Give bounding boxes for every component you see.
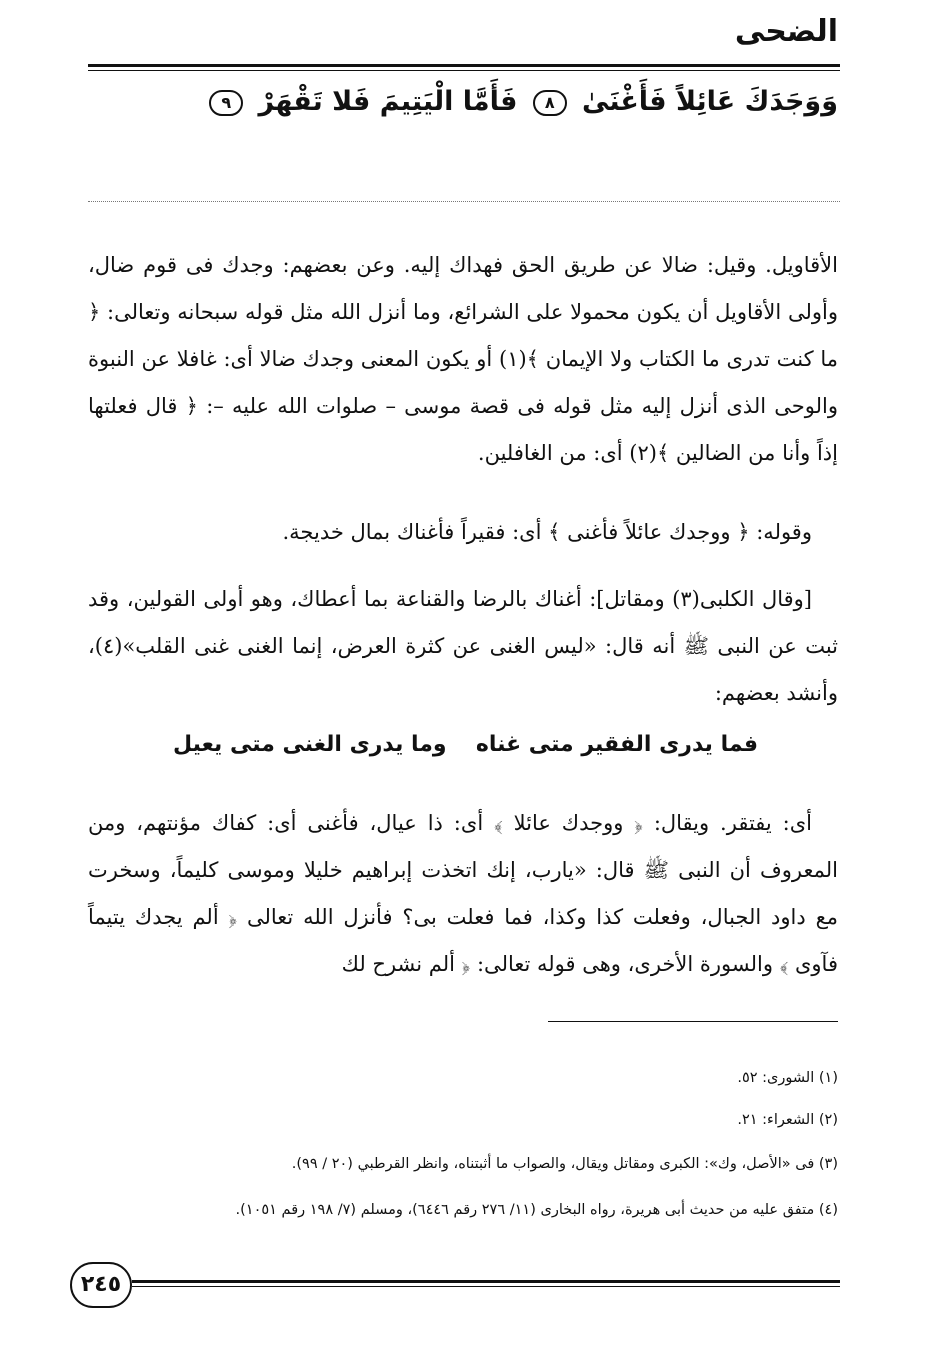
paragraph-1: الأقاويل. وقيل: ضالا عن طريق الحق فهداك إليه. وعن بعضهم: وجدك فى قوم ضال، وأولى الأقاويل أن يكون محمولا على الشرائع، وما أنزل الله مثل قوله سبحانه وتعالى: ﴿ ما كنت تدرى ما الكتاب ولا الإيمان ﴾(١) أو يكون المعنى وجدك ضالا أى: غافلا عن النبوة والوحى الذى أنزل إليه مثل قوله فى قصة موسى – صلوات الله عليه –: ﴿ قال فعلتها إذاً وأنا من الضالين ﴾(٢) أى: من الغافلين. xyxy=(88,253,838,465)
quran-verse-line xyxy=(78,86,838,117)
footnote-1: (١) الشورى: ٥٢. xyxy=(737,1070,838,1086)
footer-rule-thick xyxy=(132,1280,840,1283)
paragraph-4: أى: يفتقر. ويقال: ﴿ ووجدك عائلا ﴾ أى: ذا عيال، فأغنى أى: كفاك مؤنتهم، ومن المعروف أن النبى ﷺ قال: «يارب، إنك اتخذت إبراهيم خليلا وموسى كليماً، وسخرت مع داود الجبال، وفعلت كذا وكذا، فما فعلت بى؟ فأنزل الله تعالى ﴿ ألم يجدك يتيماً فآوى ﴾ والسورة الأخرى، وهى قوله تعالى: ﴿ ألم نشرح لك xyxy=(88,811,838,976)
verse-separator-rule xyxy=(88,201,840,202)
verse-text-9: فَأَمَّا الْيَتِيمَ فَلا تَقْهَرْ xyxy=(258,86,518,117)
footnote-separator xyxy=(548,1021,838,1022)
footnote-2: (٢) الشعراء: ٢١. xyxy=(737,1112,838,1128)
paragraph-2: وقوله: ﴿ ووجدك عائلاً فأغنى ﴾ أى: فقيراً فأغناك بمال خديجة. xyxy=(282,520,812,544)
footnote-3: (٣) فى «الأصل، وك»: الكبرى ومقاتل ويقال، والصواب ما أثبتناه، وانظر القرطبي (٢٠ / ٩٩). xyxy=(291,1156,838,1172)
page-number-badge: ٢٤٥ xyxy=(70,1262,132,1308)
header-rule-thin xyxy=(88,70,840,71)
verse-number-8-badge: ٨ xyxy=(533,90,567,116)
verse-text-8: وَوَجَدَكَ عَائِلاً فَأَغْنَىٰ xyxy=(582,86,838,117)
poem-hemistich-1: فما يدرى الفقير متى غناه xyxy=(475,732,758,757)
poem-hemistich-2: وما يدرى الغنى متى يعيل xyxy=(173,732,447,757)
poem-verse xyxy=(173,732,758,757)
footnote-4: (٤) متفق عليه من حديث أبى هريرة، رواه البخارى (١١/ ٢٧٦ رقم ٦٤٤٦)، ومسلم (٧/ ١٩٨ رقم ١٠٥١). xyxy=(235,1202,838,1218)
header-rule-thick xyxy=(88,64,840,67)
verse-number-9-badge: ٩ xyxy=(209,90,243,116)
surah-title: الضحى xyxy=(734,14,838,49)
footer-rule-thin xyxy=(132,1286,840,1287)
paragraph-3: [وقال الكلبى(٣) ومقاتل]: أغناك بالرضا والقناعة بما أعطاك، وهو أولى القولين، وقد ثبت عن النبى ﷺ أنه قال: «ليس الغنى عن كثرة العرض، إنما الغنى غنى القلب»(٤)، وأنشد بعضهم: xyxy=(88,587,838,705)
